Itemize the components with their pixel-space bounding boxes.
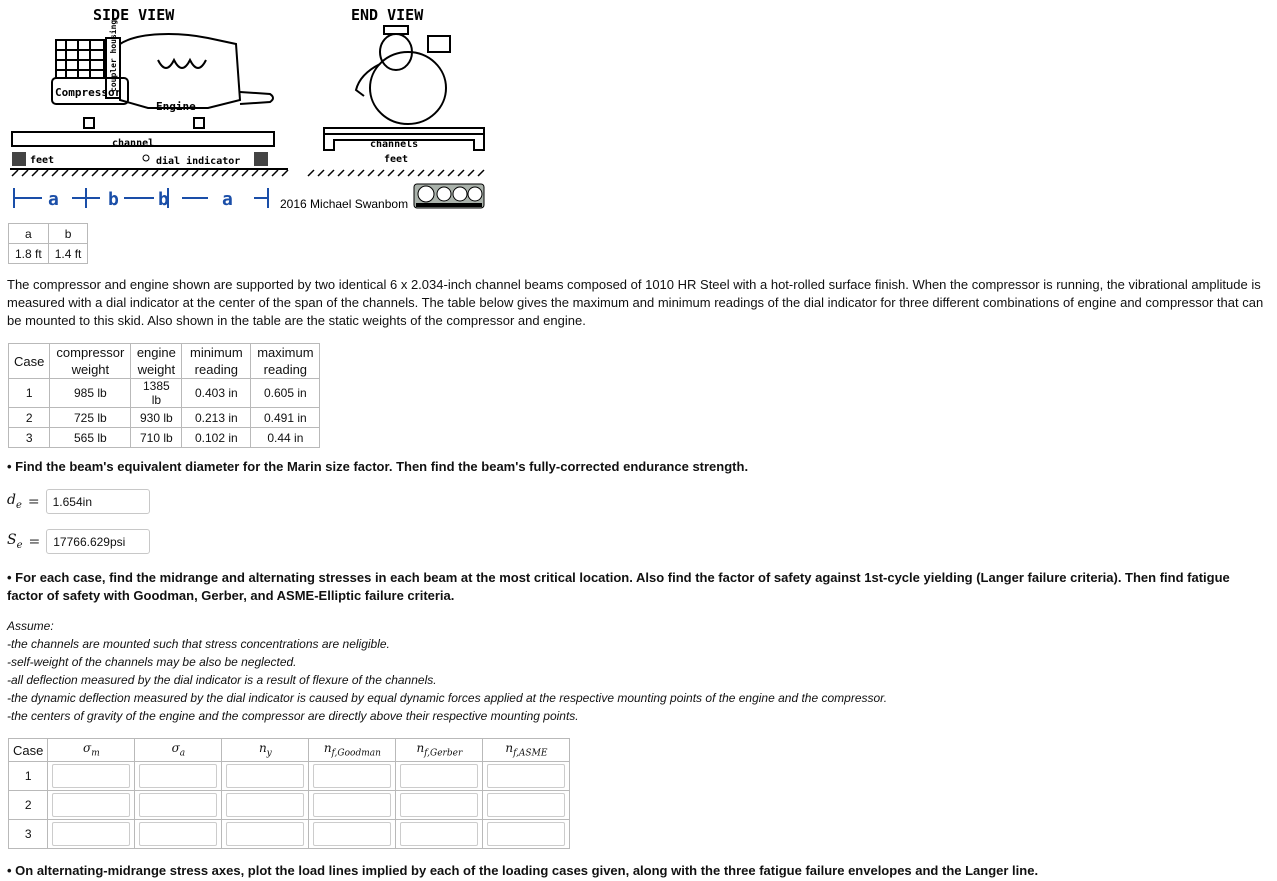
col-n-gerber: $n_{f,Gerber}$ <box>396 739 483 762</box>
se-input[interactable]: 17766.629psi <box>46 529 150 554</box>
case-cell: 3 <box>9 428 50 448</box>
compressor-weight-cell: 725 lb <box>50 408 131 428</box>
n-asme-input[interactable] <box>487 764 565 788</box>
assume-line: -the centers of gravity of the engine and the compressor are directly above their respective mounting points. <box>7 709 579 723</box>
col-case: Case <box>9 739 48 762</box>
case-cell: 2 <box>9 408 50 428</box>
dim-b-right: b <box>158 189 169 210</box>
dim-header-a: a <box>9 224 49 244</box>
equals-sign: = <box>28 533 41 550</box>
side-view-label: SIDE VIEW <box>93 6 175 24</box>
right-foot <box>254 152 268 166</box>
channel-label: channel <box>112 138 155 149</box>
assumptions <box>7 617 887 725</box>
n-y-input[interactable] <box>226 793 304 817</box>
end-view-label: END VIEW <box>351 6 424 24</box>
engine-weight-cell: 930 lb <box>131 408 182 428</box>
col-sigma-m: $\sigma_m$ <box>48 739 135 762</box>
assume-line: -the dynamic deflection measured by the dial indicator is caused by equal dynamic forces applied at the respective mounting points of the engine and the compressor. <box>7 691 888 705</box>
end-view-drawing <box>324 26 484 150</box>
col-engine-weight: engine weight <box>131 344 182 379</box>
table-row <box>9 408 320 428</box>
case-cell: 1 <box>9 379 50 408</box>
skid-drawing <box>8 4 486 212</box>
n-y-input[interactable] <box>226 764 304 788</box>
equals-sign: = <box>27 493 40 510</box>
minimum-reading-cell: 0.102 in <box>182 428 251 448</box>
feet-label: feet <box>30 155 55 166</box>
channels-label: channels <box>370 139 419 150</box>
feet-label-end: feet <box>384 154 409 165</box>
col-compressor-weight: compressor weight <box>50 344 131 379</box>
dim-b-left: b <box>108 189 119 210</box>
compressor-weight-cell: 985 lb <box>50 379 131 408</box>
col-case: Case <box>9 344 50 379</box>
dim-header-b: b <box>48 224 88 244</box>
minimum-reading-cell: 0.213 in <box>182 408 251 428</box>
assume-line: -self-weight of the channels may be also be neglected. <box>7 655 297 669</box>
question-3: • On alternating-midrange stress axes, plot the load lines implied by each of the loading cases given, along with the three fatigue failure envelopes and the Langer line. <box>7 863 1039 878</box>
table-row <box>9 820 570 849</box>
dimensions-table <box>8 223 88 264</box>
case-cell: 1 <box>9 762 48 791</box>
n-asme-input[interactable] <box>487 793 565 817</box>
col-n-y: $n_y$ <box>222 739 309 762</box>
compressor-label: Compressor <box>55 86 122 99</box>
compressor-weight-cell: 565 lb <box>50 428 131 448</box>
problem-intro: The compressor and engine shown are supported by two identical 6 x 2.034-inch channel beams composed of 1010 HR Steel with a hot-rolled surface finish. When the compressor is running, the vibrational amplitude is measured with a dial indicator at the center of the span of the channels. The table below gives the maximum and minimum readings of the dial indicator for three different combinations of engine and compressor that can be mounted to this skid. Also shown in the table are the static weights of the compressor and engine. <box>7 277 1264 328</box>
dim-value-b: 1.4 ft <box>48 244 88 264</box>
maximum-reading-cell: 0.605 in <box>251 379 320 408</box>
col-sigma-a: $\sigma_a$ <box>135 739 222 762</box>
case-cell: 2 <box>9 791 48 820</box>
col-minimum-reading: minimum reading <box>182 344 251 379</box>
n-goodman-input[interactable] <box>313 764 391 788</box>
coupler-label: coupler housing <box>109 19 118 92</box>
sigma-a-input[interactable] <box>139 822 217 846</box>
minimum-reading-cell: 0.403 in <box>182 379 251 408</box>
compressor-drawing <box>52 34 273 128</box>
se-symbol: $S_e$ <box>7 532 23 551</box>
sigma-a-input[interactable] <box>139 793 217 817</box>
cc-license-badge <box>414 184 484 208</box>
case-cell: 3 <box>9 820 48 849</box>
n-gerber-input[interactable] <box>400 822 478 846</box>
engine-label: Engine <box>156 100 196 113</box>
sigma-m-input[interactable] <box>52 822 130 846</box>
assume-title: Assume: <box>7 619 54 633</box>
credit: 2016 Michael Swanbom <box>280 197 409 211</box>
weights-header-row <box>9 344 320 379</box>
stress-header-row <box>9 739 570 762</box>
table-row <box>9 762 570 791</box>
question-2: • For each case, find the midrange and alternating stresses in each beam at the most critical location. Also find the factor of safety against 1st-cycle yielding (Langer failure criteria). Then find fatigue factor of safety with Goodman, Gerber, and ASME-Elliptic failure criteria. <box>7 570 1230 603</box>
sigma-m-input[interactable] <box>52 793 130 817</box>
engine-weight-cell: 1385 lb <box>131 379 182 408</box>
dim-value-a: 1.8 ft <box>9 244 49 264</box>
se-answer-row <box>7 529 150 554</box>
assume-line: -the channels are mounted such that stress concentrations are neligible. <box>7 637 390 651</box>
stress-answer-table <box>8 738 570 849</box>
n-goodman-input[interactable] <box>313 822 391 846</box>
skid-figure <box>8 4 486 212</box>
sigma-m-input[interactable] <box>52 764 130 788</box>
de-input[interactable]: 1.654in <box>46 489 150 514</box>
dial-label: dial indicator <box>156 156 241 167</box>
n-goodman-input[interactable] <box>313 793 391 817</box>
left-foot <box>12 152 26 166</box>
de-answer-row <box>7 489 150 514</box>
n-gerber-input[interactable] <box>400 764 478 788</box>
sigma-a-input[interactable] <box>139 764 217 788</box>
col-n-goodman: $n_{f,Goodman}$ <box>309 739 396 762</box>
dim-a-left: a <box>48 189 59 210</box>
maximum-reading-cell: 0.44 in <box>251 428 320 448</box>
weights-table <box>8 343 320 448</box>
n-gerber-input[interactable] <box>400 793 478 817</box>
de-symbol: $d_e$ <box>7 492 22 511</box>
col-maximum-reading: maximum reading <box>251 344 320 379</box>
n-y-input[interactable] <box>226 822 304 846</box>
n-asme-input[interactable] <box>487 822 565 846</box>
question-1: • Find the beam's equivalent diameter for the Marin size factor. Then find the beam's fully-corrected endurance strength. <box>7 459 749 474</box>
table-row <box>9 791 570 820</box>
dim-a-right: a <box>222 189 233 210</box>
table-row <box>9 428 320 448</box>
dial-indicator <box>143 155 149 161</box>
engine-weight-cell: 710 lb <box>131 428 182 448</box>
assume-line: -all deflection measured by the dial indicator is a result of flexure of the channels. <box>7 673 437 687</box>
table-row <box>9 379 320 408</box>
maximum-reading-cell: 0.491 in <box>251 408 320 428</box>
col-n-asme: $n_{f,ASME}$ <box>483 739 570 762</box>
